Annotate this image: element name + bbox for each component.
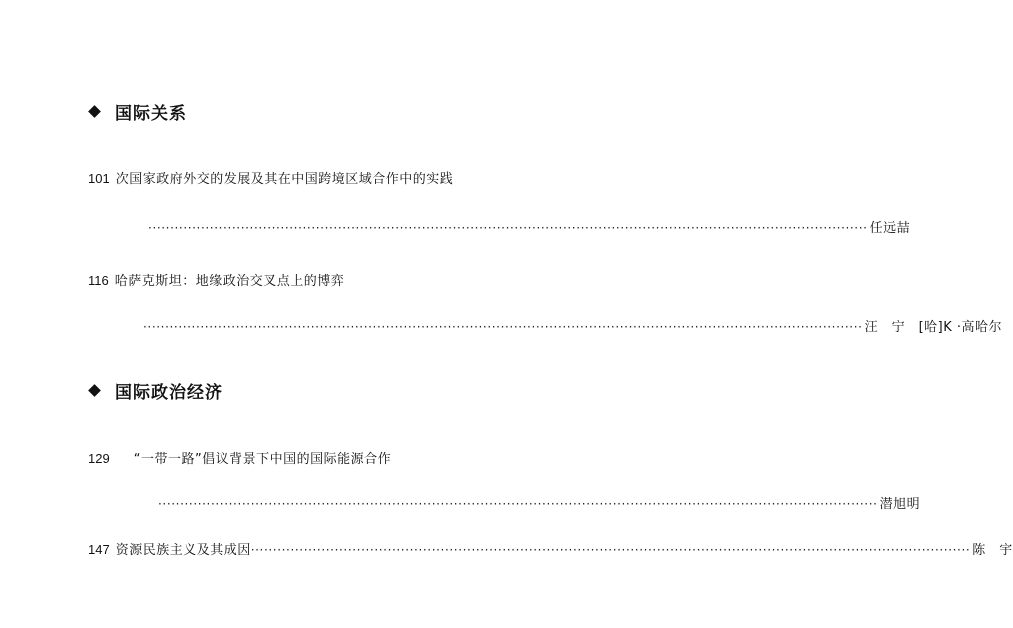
entry-author: 任远喆 [869, 221, 911, 236]
section-heading-international-political-economy [88, 378, 223, 403]
toc-entry-author-line [148, 217, 911, 236]
page-number: 116 [88, 273, 109, 288]
diamond-bullet-icon [88, 384, 101, 397]
entry-title: “一带一路”倡议背景下中国的国际能源合作 [133, 452, 392, 467]
toc-entry-author-line [158, 493, 921, 512]
entry-title: 资源民族主义及其成因 [115, 543, 251, 558]
section-heading-text: 国际政治经济 [115, 383, 223, 403]
toc-entry-author-line [143, 316, 1002, 335]
dot-leader: ··································································································································································· [143, 320, 863, 334]
entry-author: 汪 宁 [哈]K ·高哈尔 [864, 320, 1002, 335]
toc-entry-title-line [88, 448, 391, 467]
dot-leader: ··································································································································································· [158, 497, 878, 511]
section-heading-text: 国际关系 [115, 104, 187, 124]
entry-author: 陈 宇 [972, 543, 1013, 558]
toc-entry-single-line [88, 539, 1013, 558]
entry-title: 哈萨克斯坦：地缘政治交叉点上的博弈 [114, 274, 345, 289]
dot-leader: ··································································································································································· [250, 543, 971, 557]
diamond-bullet-icon [88, 105, 101, 118]
section-heading-international-relations [88, 99, 187, 124]
entry-title: 次国家政府外交的发展及其在中国跨境区域合作中的实践 [115, 172, 454, 187]
page-number: 147 [88, 542, 110, 557]
page-number: 101 [88, 171, 110, 186]
toc-entry-title-line [88, 168, 453, 187]
page-number: 129 [88, 451, 110, 466]
toc-entry-title-line [88, 270, 344, 289]
dot-leader: ··································································································································································· [148, 221, 868, 235]
entry-author: 潜旭明 [879, 497, 921, 512]
